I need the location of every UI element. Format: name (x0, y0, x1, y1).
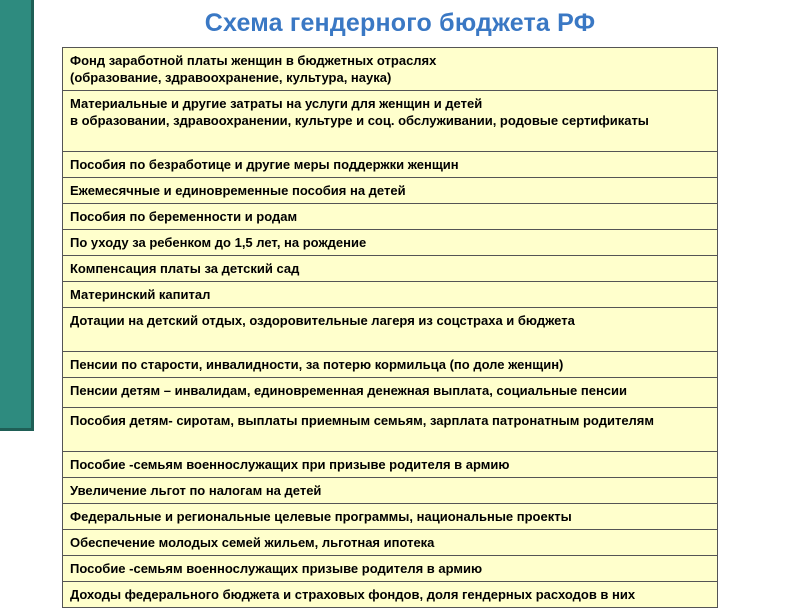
table-cell: Пособие -семьям военнослужащих при призыве родителя в армию (63, 452, 718, 478)
table-row (63, 452, 718, 478)
table-row (63, 478, 718, 504)
table-row (63, 230, 718, 256)
table-row (63, 504, 718, 530)
table-cell: Пенсии детям – инвалидам, единовременная денежная выплата, социальные пенсии (63, 378, 718, 408)
page-title: Схема гендерного бюджета РФ (204, 9, 596, 37)
table-cell: Материальные и другие затраты на услуги для женщин и детей в образовании, здравоохранении, культуре и соц. обслуживании, родовые сертификаты (63, 91, 718, 152)
table-cell: Пособия по безработице и другие меры поддержки женщин (63, 152, 718, 178)
table-cell: Ежемесячные и единовременные пособия на детей (63, 178, 718, 204)
table-row (63, 308, 718, 352)
table-cell: Материнский капитал (63, 282, 718, 308)
table-row (63, 152, 718, 178)
table-row (63, 91, 718, 152)
table-row (63, 282, 718, 308)
table-cell: Дотации на детский отдых, оздоровительные лагеря из соцстраха и бюджета (63, 308, 718, 352)
table-cell: Доходы федерального бюджета и страховых фондов, доля гендерных расходов в них (63, 582, 718, 608)
table-cell: По уходу за ребенком до 1,5 лет, на рождение (63, 230, 718, 256)
table-row (63, 204, 718, 230)
table-cell: Пенсии по старости, инвалидности, за потерю кормильца (по доле женщин) (63, 352, 718, 378)
table-cell: Пособия по беременности и родам (63, 204, 718, 230)
table-row (63, 582, 718, 608)
table-row (63, 530, 718, 556)
table-row (63, 408, 718, 452)
table-cell: Федеральные и региональные целевые программы, национальные проекты (63, 504, 718, 530)
table-row (63, 178, 718, 204)
table-cell: Компенсация платы за детский сад (63, 256, 718, 282)
table-cell: Фонд заработной платы женщин в бюджетных отраслях (образование, здравоохранение, культура, наука) (63, 48, 718, 91)
gender-budget-table (62, 47, 718, 608)
table-cell: Увеличение льгот по налогам на детей (63, 478, 718, 504)
side-accent-bar (0, 0, 34, 431)
table-cell: Пособия детям- сиротам, выплаты приемным семьям, зарплата патронатным родителям (63, 408, 718, 452)
table-cell: Обеспечение молодых семей жильем, льготная ипотека (63, 530, 718, 556)
table-row (63, 352, 718, 378)
table-row (63, 556, 718, 582)
table-row (63, 48, 718, 91)
table-cell: Пособие -семьям военнослужащих призыве родителя в армию (63, 556, 718, 582)
table-row (63, 256, 718, 282)
table-row (63, 378, 718, 408)
